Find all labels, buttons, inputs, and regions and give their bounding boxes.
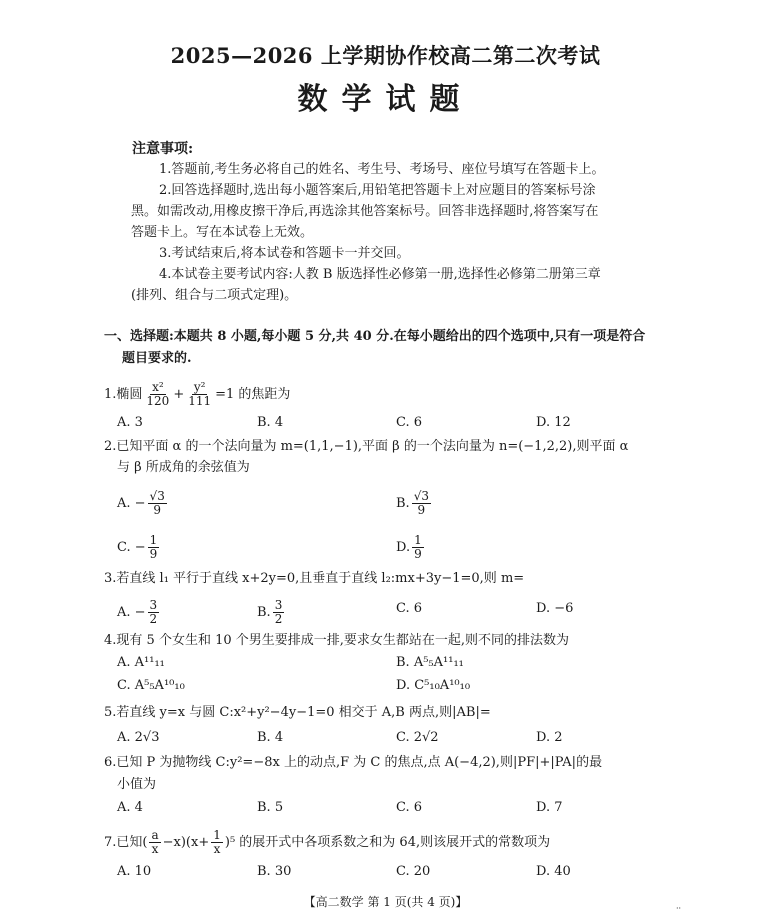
q7-option-a: A. 10 (117, 864, 152, 879)
q7-option-b: B. 30 (257, 864, 292, 879)
page-footer: 【高二数学 第 1 页(共 4 页)】 (303, 895, 468, 909)
notice-item-3: 3.考试结束后,将本试卷和答题卡一并交回。 (159, 246, 410, 261)
q5-option-d: D. 2 (536, 730, 563, 745)
question-2: 2.已知平面 α 的一个法向量为 m=(1,1,−1),平面 β 的一个法向量为 n=(−1,2,2),则平面 α (104, 439, 629, 454)
question-5: 5.若直线 y=x 与圆 C:x²+y²−4y−1=0 相交于 A,B 两点,则|AB|= (104, 705, 491, 720)
fraction: $\frac{a}{x}$ (151, 828, 159, 856)
notice-item-4: 4.本试卷主要考试内容:人教 B 版选择性必修第一册,选择性必修第二册第三章 (159, 267, 601, 282)
q2-option-d: D. $\frac{1}{9}$ (396, 533, 422, 561)
q6-option-d: D. 7 (536, 800, 563, 815)
q1-option-d: D. 12 (536, 415, 571, 430)
exam-title: 2025—2026 上学期协作校高二第二次考试 (170, 43, 601, 68)
fraction: $\frac{√3}{9}$ (149, 489, 165, 517)
q7-option-d: D. 40 (536, 864, 571, 879)
q1-option-a: A. 3 (117, 415, 143, 430)
question-6-cont: 小值为 (117, 777, 157, 792)
q4-option-a: A. A¹¹₁₁ (117, 655, 165, 670)
q1-option-b: B. 4 (257, 415, 284, 430)
q4-option-b: B. A⁵₅A¹¹₁₁ (396, 655, 464, 670)
fraction: $\frac{1}{9}$ (414, 533, 422, 561)
q3-option-c: C. 6 (396, 601, 423, 616)
fraction: $\frac{3}{2}$ (149, 598, 158, 626)
q4-option-c: C. A⁵₅A¹⁰₁₀ (117, 678, 185, 693)
q5-option-b: B. 4 (257, 730, 284, 745)
q4-option-d: D. C⁵₁₀A¹⁰₁₀ (396, 678, 471, 693)
q5-option-a: A. 2√3 (117, 730, 160, 745)
section-heading-cont: 题目要求的. (122, 351, 192, 366)
notice-item-4-cont: (排列、组合与二项式定理)。 (131, 288, 298, 303)
q6-option-b: B. 5 (257, 800, 284, 815)
notice-item-2-end: 答题卡上。写在本试卷上无效。 (131, 225, 314, 240)
notice-heading: 注意事项: (132, 141, 194, 157)
fraction: $\frac{√3}{9}$ (413, 489, 429, 517)
q3-option-a: A. − $\frac{3}{2}$ (117, 598, 158, 626)
notice-item-1: 1.答题前,考生务必将自己的姓名、考生号、考场号、座位号填写在答题卡上。 (159, 162, 605, 177)
fraction: $\frac{\text{y²}}{111}$ (188, 380, 212, 408)
q5-option-c: C. 2√2 (396, 730, 439, 745)
fraction: $\frac{1}{9}$ (149, 533, 158, 561)
notice-item-2: 2.回答选择题时,选出每小题答案后,用铅笔把答题卡上对应题目的答案标号涂 (159, 183, 596, 198)
question-2-cont: 与 β 所成角的余弦值为 (117, 460, 250, 475)
q2-option-b: B. $\frac{√3}{9}$ (396, 489, 429, 517)
question-3: 3.若直线 l₁ 平行于直线 x+2y=0,且垂直于直线 l₂:mx+3y−1=0,则 m= (104, 571, 525, 586)
question-7: 7.已知( $\frac{a}{x}$ −x)(x+ $\frac{1}{x}$ )⁵ 的展开式中各项系数之和为 64,则该展开式的常数项为 (104, 828, 551, 856)
fraction: $\frac{3}{2}$ (274, 598, 283, 626)
q1-option-c: C. 6 (396, 415, 423, 430)
q2-option-c: C. − $\frac{1}{9}$ (117, 533, 158, 561)
q3-option-d: D. −6 (536, 601, 574, 616)
notice-item-2-cont: 黑。如需改动,用橡皮擦干净后,再选涂其他答案标号。回答非选择题时,将答案写在 (131, 204, 599, 219)
q7-option-c: C. 20 (396, 864, 431, 879)
q6-option-a: A. 4 (117, 800, 143, 815)
question-4: 4.现有 5 个女生和 10 个男生要排成一排,要求女生都站在一起,则不同的排法数为 (104, 633, 570, 648)
subject-title: 数学试题 (297, 82, 474, 117)
question-1: 1.椭圆 $\frac{\text{x²}}{120}$ + $\frac{\text{y²}}{111}$ =1 的焦距为 (104, 380, 291, 408)
q3-option-b: B. $\frac{3}{2}$ (257, 598, 283, 626)
fraction: $\frac{1}{x}$ (213, 828, 221, 856)
section-heading: 一、选择题:本题共 8 小题,每小题 5 分,共 40 分.在每小题给出的四个选项中,只有一项是符合 (104, 329, 646, 344)
q2-option-a: A. − $\frac{√3}{9}$ (117, 489, 165, 517)
question-6: 6.已知 P 为抛物线 C:y²=−8x 上的动点,F 为 C 的焦点,点 A(−4,2),则|PF|+|PA|的最 (104, 755, 603, 770)
fraction: $\frac{\text{x²}}{120}$ (146, 380, 170, 408)
q6-option-c: C. 6 (396, 800, 423, 815)
footer-mark: ·· (676, 904, 682, 913)
